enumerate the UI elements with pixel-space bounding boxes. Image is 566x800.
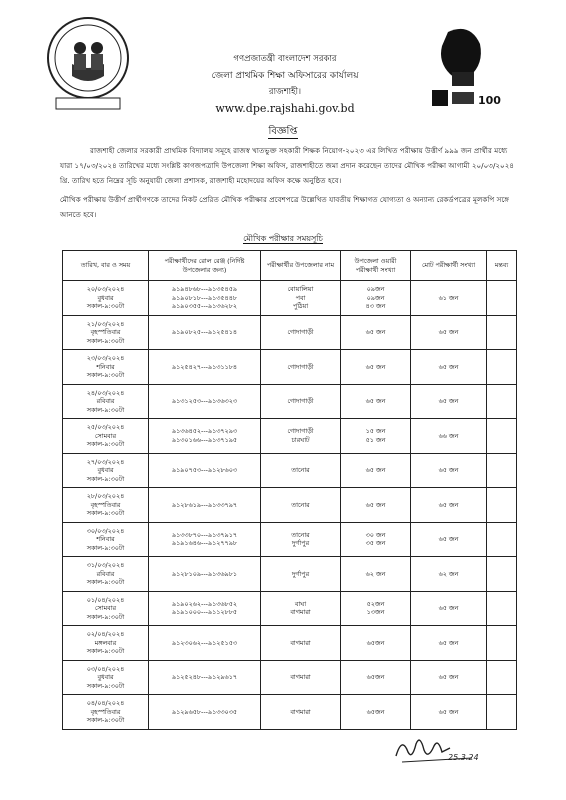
remark-cell <box>487 591 517 626</box>
upazila-cell <box>261 315 341 350</box>
upazila-count: ০৯জন <box>366 293 385 302</box>
table-row <box>63 522 517 557</box>
govt-line: গণপ্রজাতন্ত্রী বাংলাদেশ সরকার <box>233 54 337 64</box>
weekday: রবিবার <box>96 397 115 405</box>
remark-cell <box>487 419 517 454</box>
office-header <box>150 52 420 115</box>
roll-range: ৯১২৮১০৯---৯১৩৬৯৮১ <box>171 569 237 578</box>
notice-title: বিজ্ঞপ্তি <box>268 126 298 137</box>
upazila-name: দুর্গাপুর <box>291 539 310 548</box>
date-cell <box>63 626 149 661</box>
total-cell <box>411 419 487 454</box>
roll-range-cell <box>149 453 261 488</box>
upazila-count-cell <box>341 522 411 557</box>
weekday: বুধবার <box>97 673 114 681</box>
date: ২০/০৩/২০২৪ <box>86 285 125 293</box>
total-count: ৬৫ জন <box>438 466 459 474</box>
date: ২৪/০৩/২০২৪ <box>86 388 125 397</box>
roll-range: ৯১৯৪৮৬৮---৯১৩৫৪৫৯ <box>172 285 237 293</box>
table-row <box>63 557 517 592</box>
roll-range-cell <box>149 522 261 557</box>
upazila-name: চারঘাট <box>291 435 310 444</box>
time: সকাল-৯:৩০টা <box>86 647 125 655</box>
time: সকাল-৯:৩০টা <box>86 336 125 345</box>
total-cell <box>411 591 487 626</box>
upazila-count: ৬৫ জন <box>365 500 386 509</box>
total-count: ৬৫ জন <box>438 397 459 405</box>
upazila-count: ৬৫ জন <box>365 328 386 336</box>
roll-range: ৯১২৫২৪৮---৯১২৯৬১৭ <box>171 673 237 681</box>
date: ২৮/০৩/২০২৪ <box>86 492 125 500</box>
upazila-count-cell <box>341 281 411 316</box>
date-cell <box>63 591 149 626</box>
total-cell <box>411 522 487 557</box>
weekday: সোমবার <box>94 604 117 612</box>
upazila-name: দুর্গাপুর <box>291 569 310 578</box>
table-row <box>63 660 517 695</box>
upazila-count-cell <box>341 315 411 350</box>
schedule-table <box>62 250 517 730</box>
total-cell <box>411 350 487 385</box>
upazila-name: বোয়ালিয়া <box>287 285 314 293</box>
upazila-cell <box>261 281 341 316</box>
col-date-header: তারিখ, বার ও সময় <box>63 251 149 281</box>
upazila-cell <box>261 350 341 385</box>
upazila-name: বাগমারা <box>290 707 311 716</box>
date-cell <box>63 350 149 385</box>
upazila-name: গোদাগাড়ী <box>287 328 314 336</box>
roll-range: ৯১৯০৮১৮---৯১৩৫৪৪৮ <box>172 293 237 302</box>
total-count: ৬১ জন <box>438 293 459 302</box>
date: ০২/০৪/২০২৪ <box>86 630 125 638</box>
roll-range-cell <box>149 626 261 661</box>
date-cell <box>63 419 149 454</box>
office-location: রাজশাহী। <box>268 87 302 97</box>
date-cell <box>63 384 149 419</box>
time: সকাল-৯:৩০টা <box>86 578 125 586</box>
upazila-count-cell <box>341 591 411 626</box>
roll-range-cell <box>149 350 261 385</box>
upazila-name: গোদাগাড়ী <box>287 362 314 371</box>
table-row <box>63 626 517 661</box>
table-header-row <box>63 251 517 281</box>
upazila-count: ৬৫জন <box>366 673 385 681</box>
upazila-name: বাগমারা <box>290 608 311 617</box>
svg-text:100: 100 <box>478 94 501 107</box>
remark-cell <box>487 281 517 316</box>
upazila-cell <box>261 695 341 730</box>
remark-cell <box>487 453 517 488</box>
total-count: ৬৫ জন <box>438 707 459 716</box>
date-cell <box>63 488 149 523</box>
upazila-name: পবা <box>295 293 306 302</box>
upazila-count: ০৯জন <box>366 285 385 293</box>
total-count: ৬২ জন <box>438 569 459 578</box>
roll-range-cell <box>149 695 261 730</box>
roll-range: ৯১২৫৪২৭---৯১৩১১৮৪ <box>171 362 237 371</box>
total-count: ৬৫ জন <box>438 673 459 681</box>
roll-range: ৯১২৯৬৫৮---৯১৩৩০৩৫ <box>171 707 238 716</box>
date-cell <box>63 315 149 350</box>
table-row <box>63 281 517 316</box>
col-upazila-header: পরীক্ষার্থীর উপজেলার নাম <box>261 251 341 281</box>
time: সকাল-৯:৩০টা <box>86 474 125 483</box>
time: সকাল-৯:৩০টা <box>86 509 125 517</box>
weekday: বৃহস্পতিবার <box>90 328 121 336</box>
upazila-cell <box>261 626 341 661</box>
upazila-cell <box>261 384 341 419</box>
weekday: সোমবার <box>94 431 117 440</box>
upazila-count: ৩০ জন <box>365 530 386 539</box>
signature <box>392 730 482 770</box>
upazila-count-cell <box>341 557 411 592</box>
roll-range: ৯১৩০১৬৬---৯১৩৭১৯৫ <box>171 435 238 444</box>
remark-cell <box>487 488 517 523</box>
date: ০৩/০৪/২০২৪ <box>86 664 125 673</box>
date-cell <box>63 660 149 695</box>
upazila-name: পুঠিয়া <box>292 302 309 310</box>
upazila-count: ১৫ জন <box>365 427 386 436</box>
upazila-name: তানোর <box>291 466 310 474</box>
remark-cell <box>487 384 517 419</box>
date: ৩১/০৩/২০২৪ <box>86 561 125 569</box>
remark-cell <box>487 522 517 557</box>
notice-paragraph-2: মৌখিক পরীক্ষায় উত্তীর্ণ প্রার্থীগণকে তাদের নিকট প্রেরিত মৌখিক পরীক্ষার প্রবেশপত্রে উল্লেখিত যাবতীয় শিক্ষাগত যোগ্যতা ও অন্যান্য রেকর্ডপত্রের মূলকপি সঙ্গে আনতে হবে। <box>60 195 509 219</box>
svg-text:25.3.24: 25.3.24 <box>448 753 479 762</box>
total-count: ৬৬ জন <box>438 431 459 440</box>
total-cell <box>411 660 487 695</box>
upazila-count: ৫১ জন <box>365 435 386 444</box>
weekday: মঙ্গলবার <box>94 638 117 647</box>
roll-range-cell <box>149 557 261 592</box>
date-cell <box>63 695 149 730</box>
roll-range: ৯১২৩০৬২---৯১২৫১৫৩ <box>171 638 238 647</box>
upazila-name: তানোর <box>291 500 310 509</box>
upazila-cell <box>261 557 341 592</box>
remark-cell <box>487 660 517 695</box>
remark-cell <box>487 695 517 730</box>
roll-range-cell <box>149 315 261 350</box>
time: সকাল-৯:৩০টা <box>86 371 125 379</box>
date: ২১/০৩/২০২৪ <box>86 319 125 328</box>
upazila-name: গোদাগাড়ী <box>287 427 314 436</box>
upazila-count: ৪৩ জন <box>365 302 386 310</box>
upazila-count-cell <box>341 488 411 523</box>
col-count-header: উপজেলা ওয়ারী পরীক্ষার্থী সংখ্যা <box>341 251 411 281</box>
total-count: ৬৫ জন <box>438 362 459 371</box>
upazila-cell <box>261 419 341 454</box>
table-row <box>63 695 517 730</box>
upazila-cell <box>261 488 341 523</box>
upazila-cell <box>261 591 341 626</box>
date: ২৫/০৩/২০২৪ <box>86 423 125 431</box>
remark-cell <box>487 626 517 661</box>
total-cell <box>411 557 487 592</box>
remark-cell <box>487 315 517 350</box>
weekday: শনিবার <box>96 362 115 371</box>
roll-range-cell <box>149 488 261 523</box>
total-count: ৬৫ জন <box>438 535 459 543</box>
date: ০৪/০৪/২০২৪ <box>86 699 125 707</box>
total-count: ৬৫ জন <box>438 500 459 509</box>
roll-range: ৯১৩৬৪৫২---৯১৩৭২৯৩ <box>171 427 238 436</box>
upazila-cell <box>261 522 341 557</box>
date-cell <box>63 281 149 316</box>
upazila-count-cell <box>341 695 411 730</box>
mujib-borsho-logo <box>418 22 510 112</box>
upazila-count: ১৩জন <box>366 608 385 617</box>
total-count: ৬৫ জন <box>438 604 459 612</box>
roll-range: ৯১২৮৬১৯---৯১৩৩৭৯৭ <box>171 500 238 509</box>
roll-range: ৯১৯১০০০---৯১১২৮৮৫ <box>171 608 237 617</box>
total-count: ৬৫ জন <box>438 328 459 336</box>
roll-range-cell <box>149 384 261 419</box>
upazila-count: ৫২জন <box>366 599 385 608</box>
total-count: ৬৫ জন <box>438 638 459 647</box>
website-url[interactable]: www.dpe.rajshahi.gov.bd <box>215 102 355 115</box>
upazila-name: বাগমারা <box>290 673 311 681</box>
time: সকাল-৯:৩০টা <box>86 405 125 414</box>
remark-cell <box>487 350 517 385</box>
roll-range: ৯১৯০২৬২---৯১৩৬৮৫২ <box>171 599 238 608</box>
weekday: শনিবার <box>96 535 115 543</box>
upazila-name: বাঘা <box>294 599 307 608</box>
total-cell <box>411 488 487 523</box>
date-cell <box>63 557 149 592</box>
table-row <box>63 488 517 523</box>
roll-range: ৯১৩১২৫৩---৯১৩৬৩২৩ <box>171 397 238 405</box>
upazila-count-cell <box>341 350 411 385</box>
col-roll-header: পরীক্ষার্থীদের রোল রেঞ্জ (নির্দিষ্ট উপজেলার জন্য) <box>149 251 261 281</box>
upazila-count: ৬৫ জন <box>365 397 386 405</box>
total-cell <box>411 315 487 350</box>
table-row <box>63 384 517 419</box>
roll-range: ৯১৯১৬৪৬---৯১২৭৭৯৮ <box>171 539 237 548</box>
roll-range: ৯১৩৩৮৭০---৯১৩৭৯১৭ <box>171 530 238 539</box>
weekday: বুধবার <box>97 466 114 474</box>
col-total-header: মোট পরীক্ষার্থী সংখ্যা <box>411 251 487 281</box>
date-cell <box>63 522 149 557</box>
upazila-count: ৬৫জন <box>366 638 385 647</box>
total-cell <box>411 281 487 316</box>
office-name: জেলা প্রাথমিক শিক্ষা অফিসারের কার্যালয় <box>211 71 359 81</box>
time: সকাল-৯:৩০টা <box>86 302 125 310</box>
upazila-count: ৩৫ জন <box>365 539 386 548</box>
total-cell <box>411 453 487 488</box>
upazila-name: গোদাগাড়ী <box>287 397 314 405</box>
date: ২৭/০৩/২০২৪ <box>86 457 125 466</box>
remark-cell <box>487 557 517 592</box>
roll-range-cell <box>149 660 261 695</box>
time: সকাল-৯:৩০টা <box>86 681 125 690</box>
date-cell <box>63 453 149 488</box>
upazila-count: ৬৫জন <box>366 707 385 716</box>
upazila-name: বাগমারা <box>290 638 311 647</box>
time: সকাল-৯:৩০টা <box>86 612 125 621</box>
upazila-count: ৬৫ জন <box>365 466 386 474</box>
upazila-count-cell <box>341 419 411 454</box>
upazila-count-cell <box>341 626 411 661</box>
table-row <box>63 419 517 454</box>
table-row <box>63 591 517 626</box>
upazila-cell <box>261 660 341 695</box>
table-row <box>63 453 517 488</box>
upazila-cell <box>261 453 341 488</box>
upazila-count: ৬২ জন <box>365 569 386 578</box>
upazila-count-cell <box>341 453 411 488</box>
table-row <box>63 315 517 350</box>
notice-paragraph-1: রাজশাহী জেলার সরকারী প্রাথমিক বিদ্যালয় সমূহে রাজস্ব খাতভুক্ত সহকারী শিক্ষক নিয়োগ-২০২৩ এর লিখিত পরীক্ষায় উত্তীর্ণ ৯৯৯ জন প্রার্থীর মধ্যে যারা ১৭/০৩/২০২৪ তারিখের মধ্যে সংশ্লিষ্ট কাগজপত্রাদি উপজেলা শিক্ষা অফিস, রাজশাহীতে জমা প্রদান করেছেন তাদের মৌখিক পরীক্ষা আগামী ২০/০৩/২০২৪ খ্রি. তারিখ হতে নিম্নের সূচি অনুযায়ী জেলা প্রশাসক, রাজশাহী মহোদয়ের অফিস কক্ষে অনুষ্ঠিত হবে। <box>60 146 515 185</box>
total-cell <box>411 384 487 419</box>
dpe-logo <box>42 14 134 112</box>
weekday: বুধবার <box>97 293 114 302</box>
date: ৩০/০৩/২০২৪ <box>86 526 125 535</box>
weekday: বৃহস্পতিবার <box>90 707 121 716</box>
time: সকাল-৯:৩০টা <box>86 716 125 724</box>
upazila-count: ৬৫ জন <box>365 362 386 371</box>
weekday: রবিবার <box>96 569 115 578</box>
weekday: বৃহস্পতিবার <box>90 500 121 509</box>
roll-range: ৯১৯০৭৫৩---৯১২৮৬০৩ <box>171 466 238 474</box>
schedule-title: মৌখিক পরীক্ষার সময়সূচি <box>243 234 323 243</box>
roll-range: ৯১৯০৩৫৫---৯১৩৬২৮২ <box>171 302 238 310</box>
upazila-count-cell <box>341 660 411 695</box>
date: ২৩/০৩/২০২৪ <box>86 354 125 362</box>
time: সকাল-৯:৩০টা <box>86 440 125 448</box>
upazila-count-cell <box>341 384 411 419</box>
upazila-name: তানোর <box>291 530 310 539</box>
time: সকাল-৯:৩০টা <box>86 543 125 552</box>
roll-range-cell <box>149 281 261 316</box>
roll-range-cell <box>149 419 261 454</box>
col-remark-header: মন্তব্য <box>487 251 517 281</box>
table-row <box>63 350 517 385</box>
total-cell <box>411 695 487 730</box>
date: ০১/০৪/২০২৪ <box>86 595 125 604</box>
roll-range-cell <box>149 591 261 626</box>
total-cell <box>411 626 487 661</box>
roll-range: ৯১৯০৮২৫---৯১২৫৪১৪ <box>172 328 237 336</box>
